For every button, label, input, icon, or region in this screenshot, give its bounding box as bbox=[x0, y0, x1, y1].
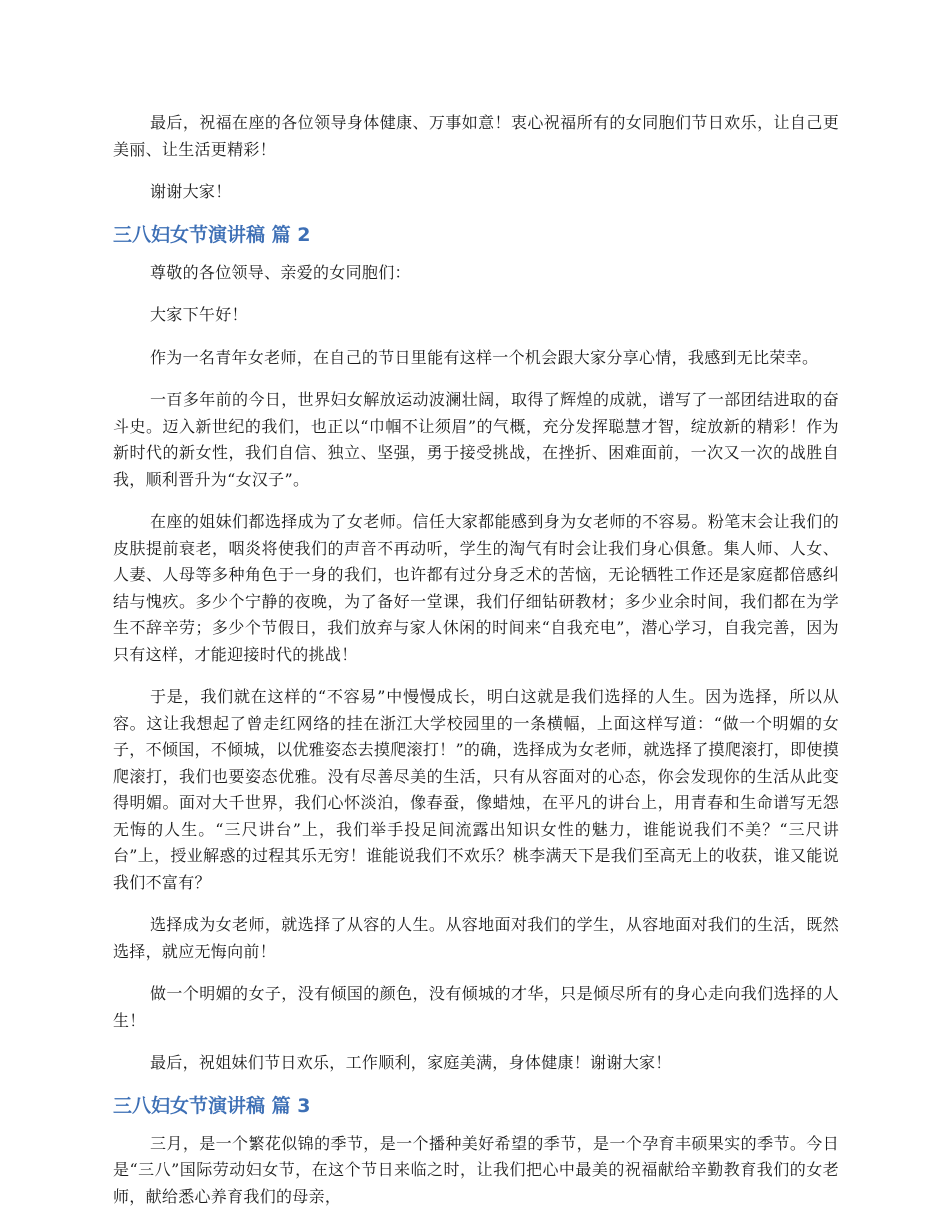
paragraph: 三月，是一个繁花似锦的季节，是一个播种美好希望的季节，是一个孕育丰硕果实的季节。今日是“三八”国际劳动妇女节，在这个节日来临之时，让我们把心中最美的祝福献给辛勤教育我们的女老师，献给悉心养育我们的母亲， bbox=[113, 1133, 839, 1206]
paragraph: 作为一名青年女老师，在自己的节日里能有这样一个机会跟大家分享心情，我感到无比荣幸。 bbox=[150, 347, 819, 367]
paragraph: 尊敬的各位领导、亲爱的女同胞们： bbox=[150, 262, 411, 282]
paragraph: 于是，我们就在这样的“不容易”中慢慢成长，明白这就是我们选择的人生。因为选择，所以从容。这让我想起了曾走红网络的挂在浙江大学校园里的一条横幅，上面这样写道：“做一个明媚的女子，不倾国，不倾城，以优雅姿态去摸爬滚打！”的确，选择成为女老师，就选择了摸爬滚打，即使摸爬滚打，我们也要姿态优雅。没有尽善尽美的生活，只有从容面对的心态，你会发现你的生活从此变得明媚。面对大千世界，我们心怀淡泊，像春蚕，像蜡烛，在平凡的讲台上，用青春和生命谱写无怨无悔的人生。“三尺讲台”上，我们举手投足间流露出知识女性的魅力，谁能说我们不美？“三尺讲台”上，授业解惑的过程其乐无穷！谁能说我们不欢乐？桃李满天下是我们至高无上的收获，谁又能说我们不富有？ bbox=[113, 687, 839, 892]
paragraph: 最后，祝姐妹们节日欢乐，工作顺利，家庭美满，身体健康！谢谢大家！ bbox=[150, 1053, 672, 1072]
paragraph: 做一个明媚的女子，没有倾国的颜色，没有倾城的才华，只是倾尽所有的身心走向我们选择的人生！ bbox=[113, 984, 839, 1030]
paragraph: 最后，祝福在座的各位领导身体健康、万事如意！衷心祝福所有的女同胞们节日欢乐，让自己更美丽、让生活更精彩！ bbox=[113, 113, 839, 159]
paragraph: 选择成为女老师，就选择了从容的人生。从容地面对我们的学生，从容地面对我们的生活，既然选择，就应无悔向前！ bbox=[113, 915, 839, 961]
paragraph: 在座的姐妹们都选择成为了女老师。信任大家都能感到身为女老师的不容易。粉笔末会让我们的皮肤提前衰老，咽炎将使我们的声音不再动听，学生的淘气有时会让我们身心俱惫。集人师、人女、人妻、人母等多种角色于一身的我们，也许都有过分身乏术的苦恼，无论牺牲工作还是家庭都倍感纠结与愧疚。多少个宁静的夜晚，为了备好一堂课，我们仔细钻研教材；多少业余时间，我们都在为学生不辞辛劳；多少个节假日，我们放弃与家人休闲的时间来“自我充电”，潜心学习，自我完善，因为只有这样，才能迎接时代的挑战！ bbox=[113, 512, 839, 664]
paragraph: 一百多年前的今日，世界妇女解放运动波澜壮阔，取得了辉煌的成就，谱写了一部团结进取的奋斗史。迈入新世纪的我们，也正以“巾帼不让须眉”的气概，充分发挥聪慧才智，绽放新的精彩！作为新时代的新女性，我们自信、独立、坚强，勇于接受挑战，在挫折、困难面前，一次又一次的战胜自我，顺利晋升为“女汉子”。 bbox=[113, 390, 839, 489]
paragraph: 大家下午好！ bbox=[150, 305, 248, 324]
paragraph: 谢谢大家！ bbox=[150, 182, 232, 201]
section-heading: 三八妇女节演讲稿 篇 3 bbox=[113, 1094, 311, 1117]
section-heading: 三八妇女节演讲稿 篇 2 bbox=[113, 223, 311, 246]
document-page bbox=[113, 110, 839, 1226]
